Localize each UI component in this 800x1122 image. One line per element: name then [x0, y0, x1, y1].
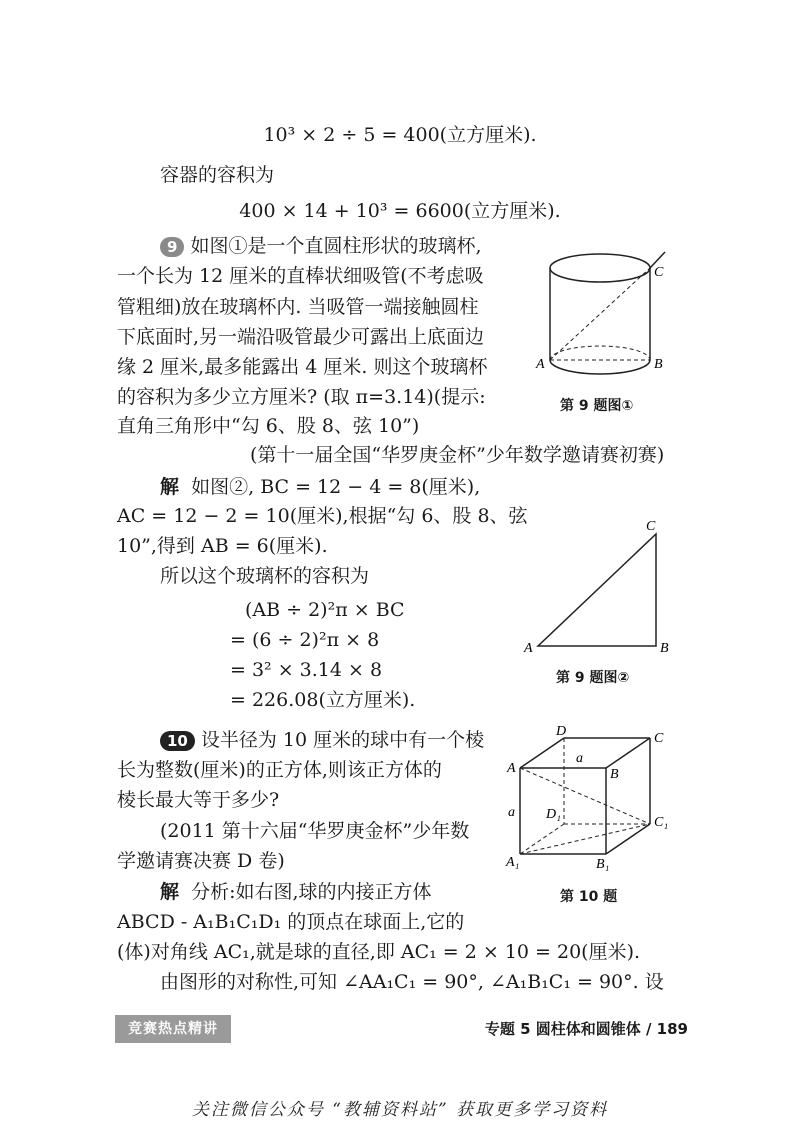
- solution-10-line-3: (体)对角线 AC₁,就是球的直径,即 AC₁ = 2 × 10 = 20(厘米).: [117, 941, 641, 963]
- problem-10-line-1: [160, 727, 484, 753]
- solution-text: 如图②, BC = 12 − 4 = 8(厘米),: [191, 476, 481, 498]
- cylinder-top-ellipse: [550, 254, 650, 282]
- solution-10-line-2: ABCD - A₁B₁C₁D₁ 的顶点在球面上,它的: [117, 911, 465, 933]
- problem-10-line-5: 学邀请赛决赛 D 卷): [117, 850, 285, 872]
- solution-9-line-6: = (6 ÷ 2)²π × 8: [230, 629, 380, 651]
- solution-9-line-3: 10”,得到 AB = 6(厘米).: [117, 535, 328, 557]
- problem-10-line-3: 棱长最大等于多少?: [117, 789, 280, 811]
- label-c: C: [654, 731, 664, 746]
- problem-9-line-4: 下底面时,另一端沿吸管最少可露出上底面边: [117, 326, 485, 348]
- problem-9-line-6: 的容积为多少立方厘米? (取 π=3.14)(提示:: [117, 386, 486, 408]
- diagonal-a1c1: [520, 824, 650, 854]
- label-a: A: [536, 357, 545, 372]
- label-c1: C₁: [654, 815, 669, 830]
- solution-9-line-1: [160, 474, 480, 500]
- solution-9-line-8: = 226.08(立方厘米).: [230, 689, 416, 711]
- label-edge-a-left: a: [508, 805, 515, 820]
- solution-9-line-2: AC = 12 − 2 = 10(厘米),根据“勾 6、股 8、弦: [117, 505, 528, 527]
- label-a1: A₁: [506, 855, 520, 870]
- solution-9-line-7: = 3² × 3.14 × 8: [230, 659, 383, 681]
- label-b1: B₁: [596, 857, 610, 872]
- label-b: B: [654, 357, 663, 372]
- solution-label: 解: [160, 881, 180, 903]
- cylinder-bottom-back: [550, 346, 650, 360]
- solution-text: 分析:如右图,球的内接正方体: [191, 881, 432, 903]
- figure-10-cube: [500, 726, 680, 876]
- cylinder-bottom-front: [550, 360, 650, 374]
- problem-9-line-5: 缘 2 厘米,最多能露出 4 厘米. 则这个玻璃杯: [117, 356, 488, 378]
- problem-9-line-7: 直角三角形中“勾 6、股 8、弦 10”): [117, 415, 420, 437]
- figure-9-1-caption: 第 9 题图①: [560, 398, 634, 414]
- formula-line-2: 400 × 14 + 10³ = 6600(立方厘米).: [239, 200, 561, 222]
- figure-9-2-triangle: [520, 516, 680, 656]
- text-line: 容器的容积为: [160, 164, 275, 186]
- label-d1: D₁: [546, 807, 561, 822]
- label-edge-a-top: a: [576, 751, 583, 766]
- formula-line-1: 10³ × 2 ÷ 5 = 400(立方厘米).: [263, 124, 537, 146]
- page-footer: 专题 5 圆柱体和圆锥体 / 189: [484, 1020, 688, 1038]
- label-b: B: [610, 767, 619, 782]
- figure-9-1-cylinder: [530, 238, 680, 378]
- label-b: B: [660, 641, 669, 656]
- label-d: D: [556, 726, 567, 739]
- problem-9-line-1: [160, 233, 481, 259]
- problem-number-10: 10: [160, 731, 195, 751]
- solution-label: 解: [160, 476, 180, 498]
- problem-text: 如图①是一个直圆柱形状的玻璃杯,: [190, 235, 482, 257]
- figure-9-2-caption: 第 9 题图②: [556, 670, 630, 686]
- label-a: A: [507, 761, 516, 776]
- solution-9-line-4: 所以这个玻璃杯的容积为: [160, 565, 370, 587]
- problem-10-line-4: (2011 第十六届“华罗庚金杯”少年数: [160, 820, 470, 842]
- triangle-abc: [538, 534, 656, 646]
- label-c: C: [654, 265, 664, 280]
- solution-10-line-4: 由图形的对称性,可知 ∠AA₁C₁ = 90°, ∠A₁B₁C₁ = 90°. 设: [160, 971, 664, 993]
- watermark-text: 关注微信公众号 “教辅资料站” 获取更多学习资料: [191, 1100, 609, 1120]
- diagonal-ac1: [520, 768, 650, 824]
- problem-text: 设半径为 10 厘米的球中有一个棱: [200, 729, 485, 751]
- solution-9-line-5: (AB ÷ 2)²π × BC: [245, 599, 405, 621]
- section-badge: 竞赛热点精讲: [115, 1015, 231, 1043]
- problem-9-line-2: 一个长为 12 厘米的直棒状细吸管(不考虑吸: [117, 265, 484, 287]
- problem-9-line-3: 管粗细)放在玻璃杯内. 当吸管一端接触圆柱: [117, 296, 479, 318]
- problem-10-line-2: 长为整数(厘米)的正方体,则该正方体的: [117, 759, 442, 781]
- problem-number-9: 9: [160, 237, 184, 257]
- figure-10-caption: 第 10 题: [560, 889, 618, 905]
- label-c: C: [646, 519, 656, 534]
- label-a: A: [524, 641, 533, 656]
- solution-10-line-1: [160, 879, 432, 905]
- problem-9-source: (第十一届全国“华罗庚金杯”少年数学邀请赛初赛): [250, 444, 665, 466]
